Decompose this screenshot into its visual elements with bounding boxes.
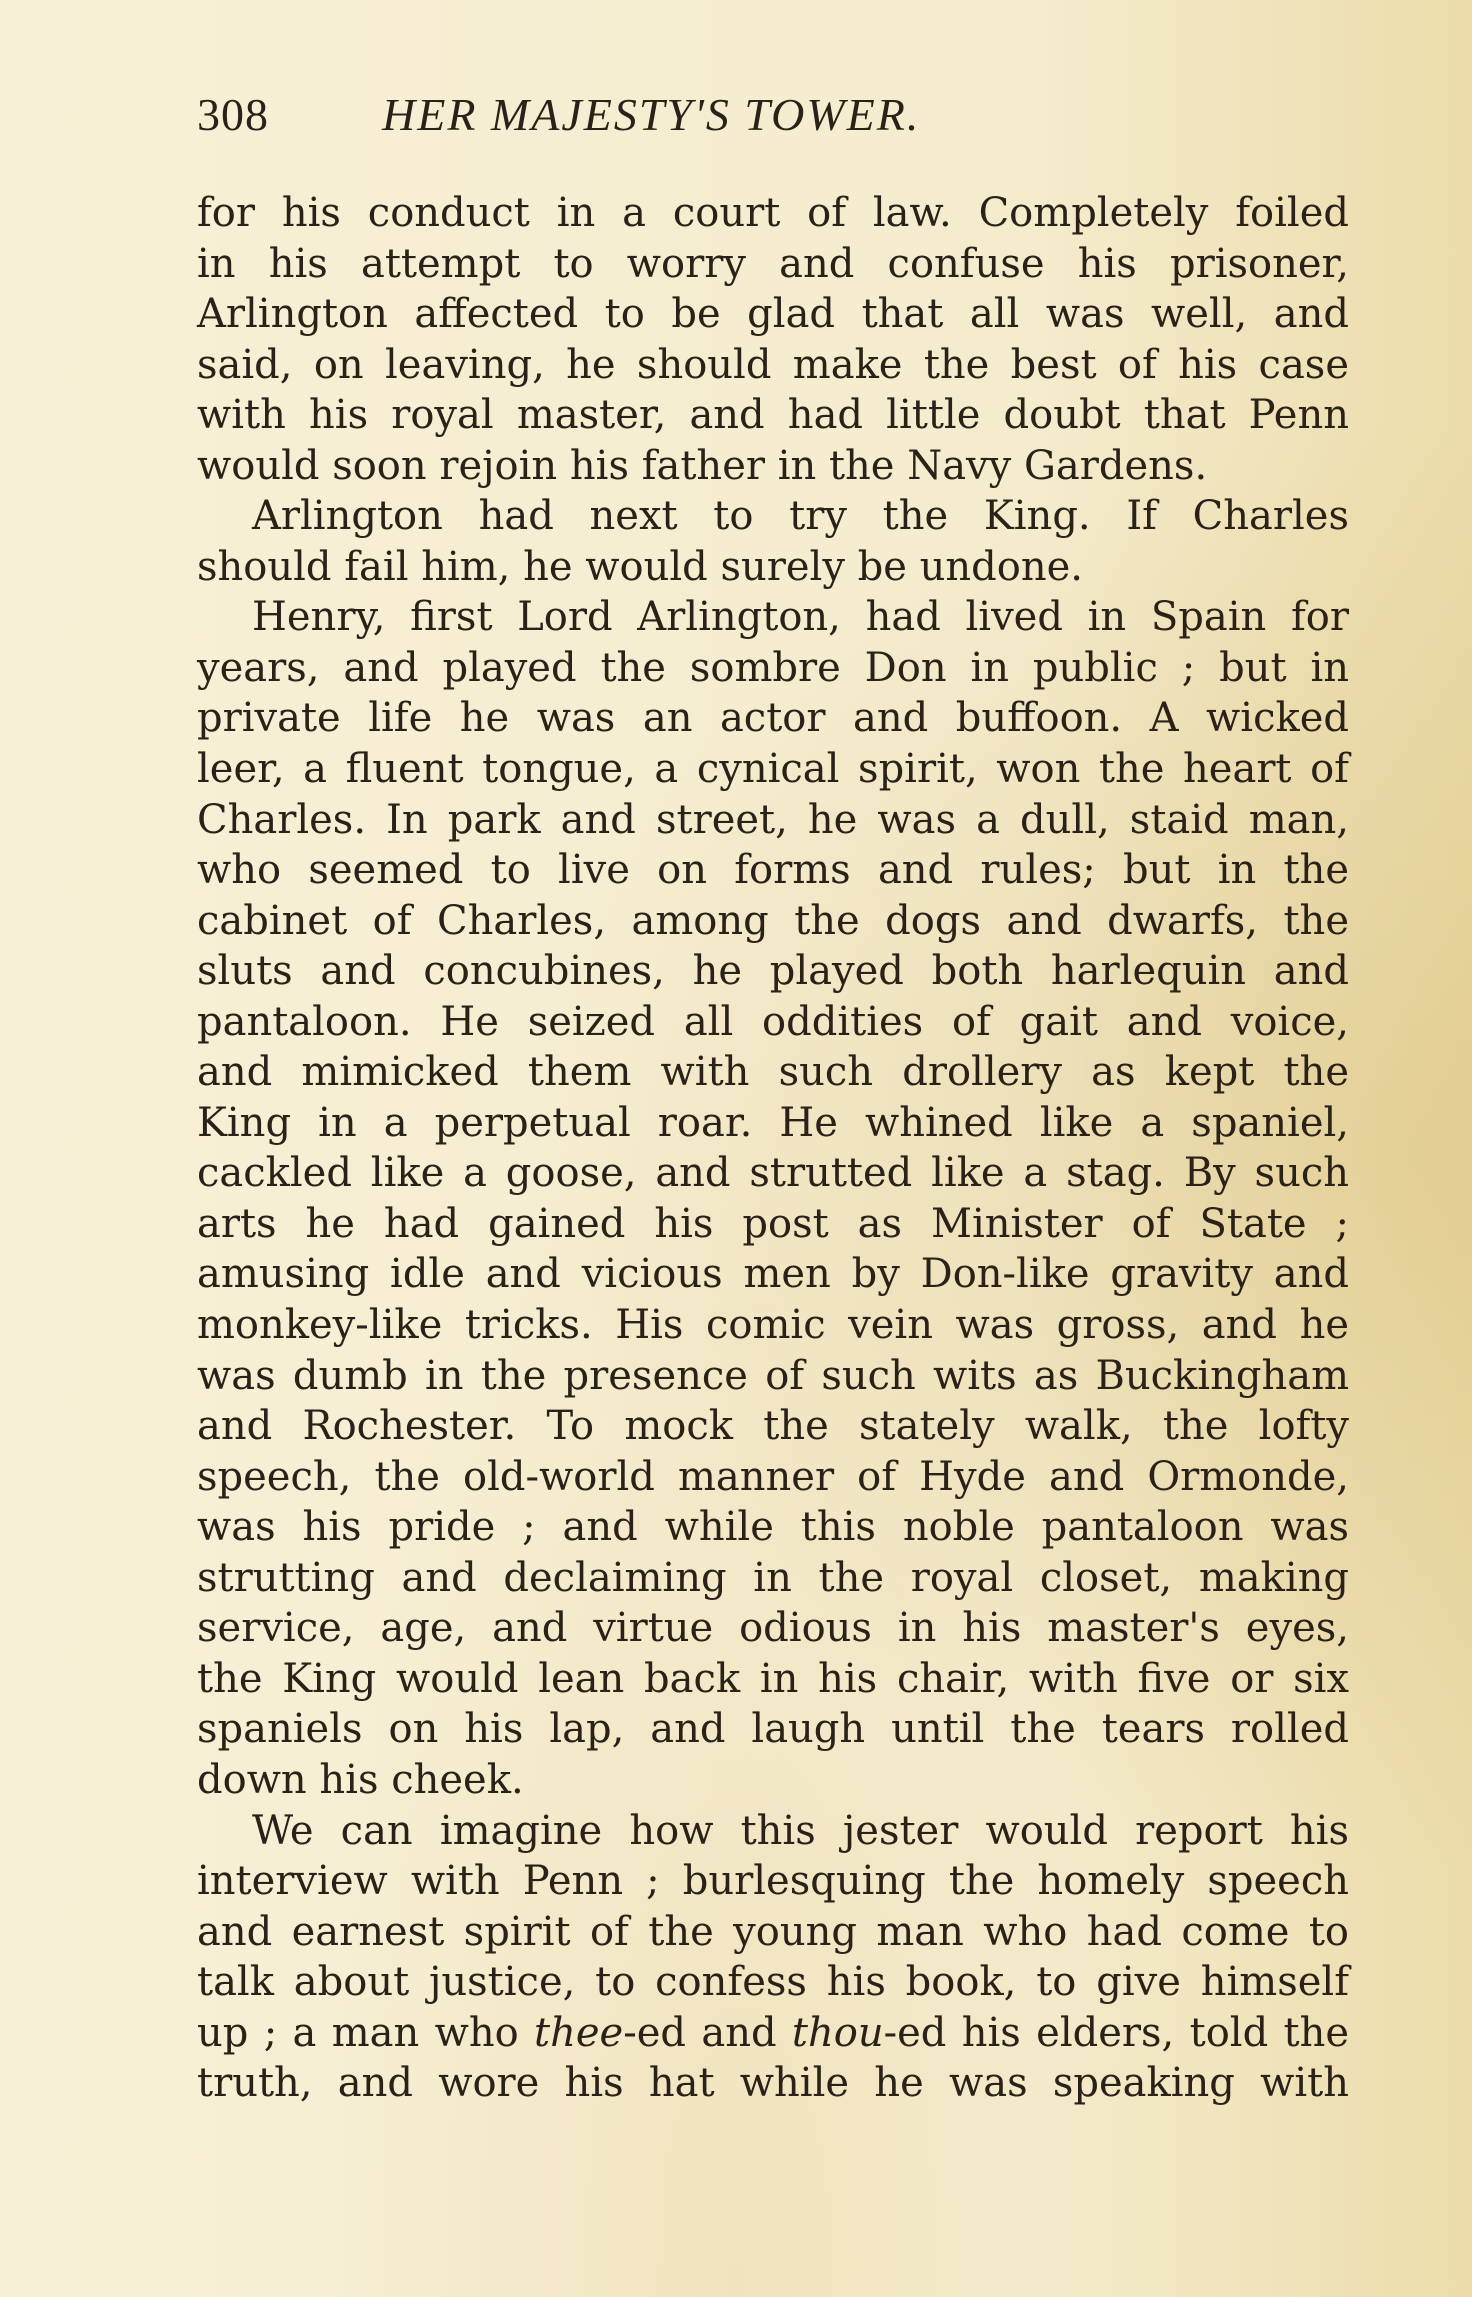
text-line: arts he had gained his post as Minister of State ;	[197, 1200, 1349, 1247]
text-line: spaniels on his lap, and laugh until the tears rolled	[197, 1706, 1349, 1753]
text-line: cackled like a goose, and strutted like a stag. By such	[197, 1150, 1349, 1197]
italic-word: thee	[534, 2009, 624, 2056]
page-number: 308	[197, 89, 269, 140]
text-line: monkey-like tricks. His comic vein was gross, and he	[197, 1302, 1349, 1349]
text-line: and Rochester. To mock the stately walk, the lofty	[197, 1403, 1349, 1450]
text-line: for his conduct in a court of law. Completely foiled	[197, 190, 1349, 236]
text-line: truth, and wore his hat while he was speaking with	[197, 2060, 1349, 2107]
italic-word: thou	[791, 2009, 884, 2056]
running-header	[197, 88, 1377, 152]
text-line: down his cheek.	[197, 1756, 524, 1803]
text-line	[197, 2008, 1349, 2059]
text-line: sluts and concubines, he played both harlequin and	[197, 948, 1349, 995]
text-line: should fail him, he would surely be undone.	[197, 543, 1083, 590]
text-line: in his attempt to worry and confuse his prisoner,	[197, 240, 1349, 287]
text-line: the King would lean back in his chair, with five or six	[197, 1655, 1349, 1702]
text-line: amusing idle and vicious men by Don-like gravity and	[197, 1251, 1349, 1298]
text-line: who seemed to live on forms and rules; but in the	[197, 847, 1349, 894]
text-line: Henry, first Lord Arlington, had lived in Spain for	[252, 594, 1349, 641]
text-line: We can imagine how this jester would report his	[252, 1807, 1349, 1854]
text-line: King in a perpetual roar. He whined like a spaniel,	[197, 1099, 1349, 1146]
text-line: would soon rejoin his father in the Navy Gardens.	[197, 442, 1208, 489]
text-line: pantaloon. He seized all oddities of gait and voice,	[197, 998, 1349, 1045]
text-line: service, age, and virtue odious in his master's eyes,	[197, 1605, 1349, 1652]
text-line: speech, the old-world manner of Hyde and Ormonde,	[197, 1453, 1349, 1500]
text-line: talk about justice, to confess his book, to give himself	[197, 1959, 1349, 2006]
text-line: cabinet of Charles, among the dogs and dwarfs, the	[197, 897, 1349, 944]
text-line: Arlington had next to try the King. If Charles	[252, 493, 1349, 540]
text-line: was his pride ; and while this noble pantaloon was	[197, 1504, 1349, 1551]
line-segment: -ed his elders, told the	[883, 2009, 1350, 2056]
text-line: Arlington affected to be glad that all was well, and	[197, 291, 1349, 338]
text-line: was dumb in the presence of such wits as Buckingham	[197, 1352, 1349, 1399]
running-head-title: HER MAJESTY'S TOWER.	[382, 89, 921, 140]
text-line: years, and played the sombre Don in public ; but in	[197, 644, 1349, 691]
text-line: strutting and declaiming in the royal closet, making	[197, 1554, 1349, 1601]
line-segment: up ; a man who	[197, 2009, 535, 2056]
text-line: leer, a fluent tongue, a cynical spirit, won the heart of	[197, 746, 1349, 793]
text-line: and earnest spirit of the young man who had come to	[197, 1908, 1349, 1955]
text-line: Charles. In park and street, he was a dull, staid man,	[197, 796, 1349, 843]
text-line: with his royal master, and had little doubt that Penn	[197, 392, 1349, 439]
body-text	[197, 188, 1349, 2109]
line-segment: -ed and	[623, 2009, 792, 2056]
text-line: interview with Penn ; burlesquing the homely speech	[197, 1858, 1349, 1905]
text-line: and mimicked them with such drollery as kept the	[197, 1049, 1349, 1096]
text-line: said, on leaving, he should make the best of his case	[197, 341, 1349, 388]
text-line: private life he was an actor and buffoon. A wicked	[197, 695, 1349, 742]
